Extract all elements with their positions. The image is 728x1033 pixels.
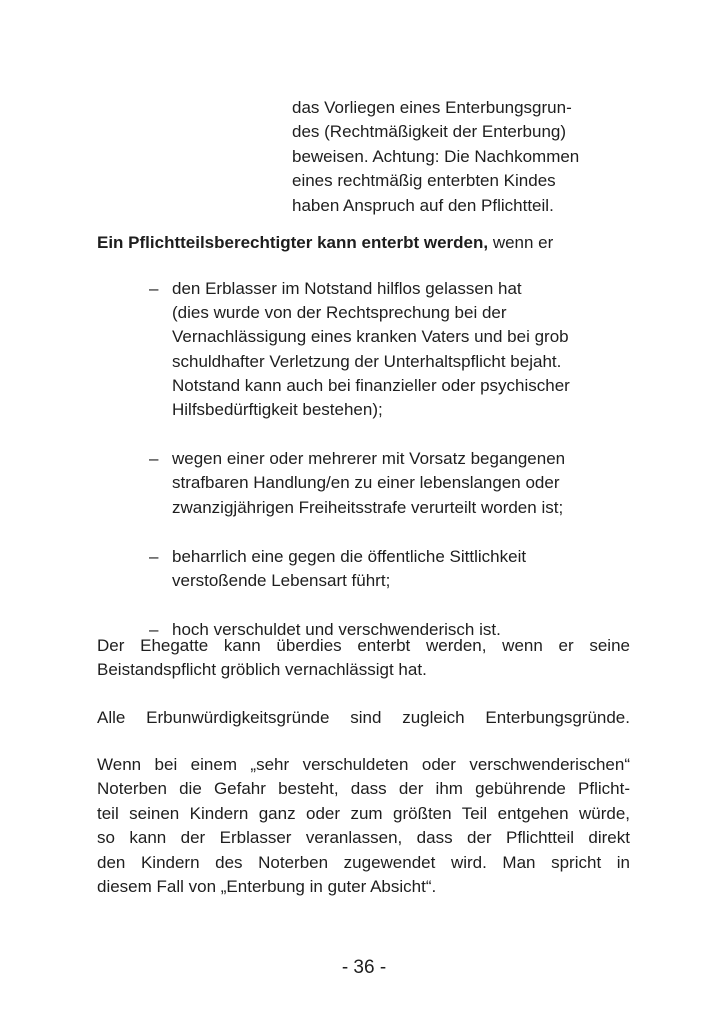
list-item: [97, 545, 637, 593]
text-line: Alle Erbunwürdigkeitsgründe sind zugleich Enterbungsgründe.: [97, 708, 630, 727]
text-line: Notstand kann auch bei finanzieller oder psychischer: [172, 375, 570, 395]
dash-bullet: –: [149, 449, 159, 469]
paragraph-spouse: [97, 634, 630, 683]
text-line: beharrlich eine gegen die öffentliche Sittlichkeit: [172, 546, 527, 566]
text-line: des (Rechtmäßigkeit der Enterbung): [292, 122, 567, 142]
text-line: beweisen. Achtung: Die Nachkommen: [292, 146, 580, 166]
lead-bold-text: Ein Pflichtteilsberechtigter kann enterbt werden,: [97, 233, 489, 252]
text-line: wegen einer oder mehrerer mit Vorsatz begangenen: [172, 449, 566, 469]
text-line: den Kindern des Noterben zugewendet wird. Man spricht in: [97, 852, 630, 872]
list-item: [97, 447, 637, 520]
dash-bullet: –: [149, 546, 159, 566]
text-line: das Vorliegen eines Enterbungsgrun-: [292, 98, 572, 117]
text-line: schuldhafter Verletzung der Unterhaltspflicht bejaht.: [172, 351, 562, 371]
disinheritance-reasons-list: [97, 277, 637, 642]
lead-sentence: [97, 231, 637, 255]
text-line: Hilfsbedürftigkeit bestehen);: [172, 400, 383, 420]
text-line: Noterben die Gefahr besteht, dass der ihm gebührende Pflicht-: [97, 779, 630, 799]
text-line: verstoßende Lebensart führt;: [172, 571, 391, 591]
lead-rest-text: wenn er: [488, 233, 554, 252]
text-line: strafbaren Handlung/en zu einer lebenslangen oder: [172, 473, 560, 493]
paragraph-good-intent: [97, 753, 630, 899]
text-line: so kann der Erblasser veranlassen, dass der Pflichtteil direkt: [97, 828, 630, 848]
text-line: Der Ehegatte kann überdies enterbt werden, wenn er seine: [97, 636, 630, 655]
text-line: Wenn bei einem „sehr verschuldeten oder verschwenderischen“: [97, 755, 630, 774]
text-line: Vernachlässigung eines kranken Vaters und bei grob: [172, 327, 569, 347]
dash-bullet: –: [149, 620, 159, 640]
text-line: diesem Fall von „Enterbung in guter Absicht“.: [97, 877, 437, 897]
page-number: - 36 -: [341, 957, 387, 978]
continued-paragraph: [292, 96, 632, 218]
text-line: haben Anspruch auf den Pflichtteil.: [292, 195, 554, 215]
text-line: Beistandspflicht gröblich vernachlässigt hat.: [97, 660, 427, 680]
text-line: eines rechtmäßig enterbten Kindes: [292, 171, 556, 191]
dash-bullet: –: [149, 279, 159, 298]
text-line: hoch verschuldet und verschwenderisch ist.: [172, 620, 501, 640]
text-line: teil seinen Kindern ganz oder zum größten Teil entgehen würde,: [97, 803, 630, 823]
text-line: den Erblasser im Notstand hilflos gelassen hat: [172, 279, 522, 298]
list-item: [97, 277, 637, 422]
text-line: zwanzigjährigen Freiheitsstrafe verurteilt worden ist;: [172, 497, 564, 517]
paragraph-unworthiness: [97, 706, 630, 730]
text-line: (dies wurde von der Rechtsprechung bei der: [172, 303, 507, 323]
